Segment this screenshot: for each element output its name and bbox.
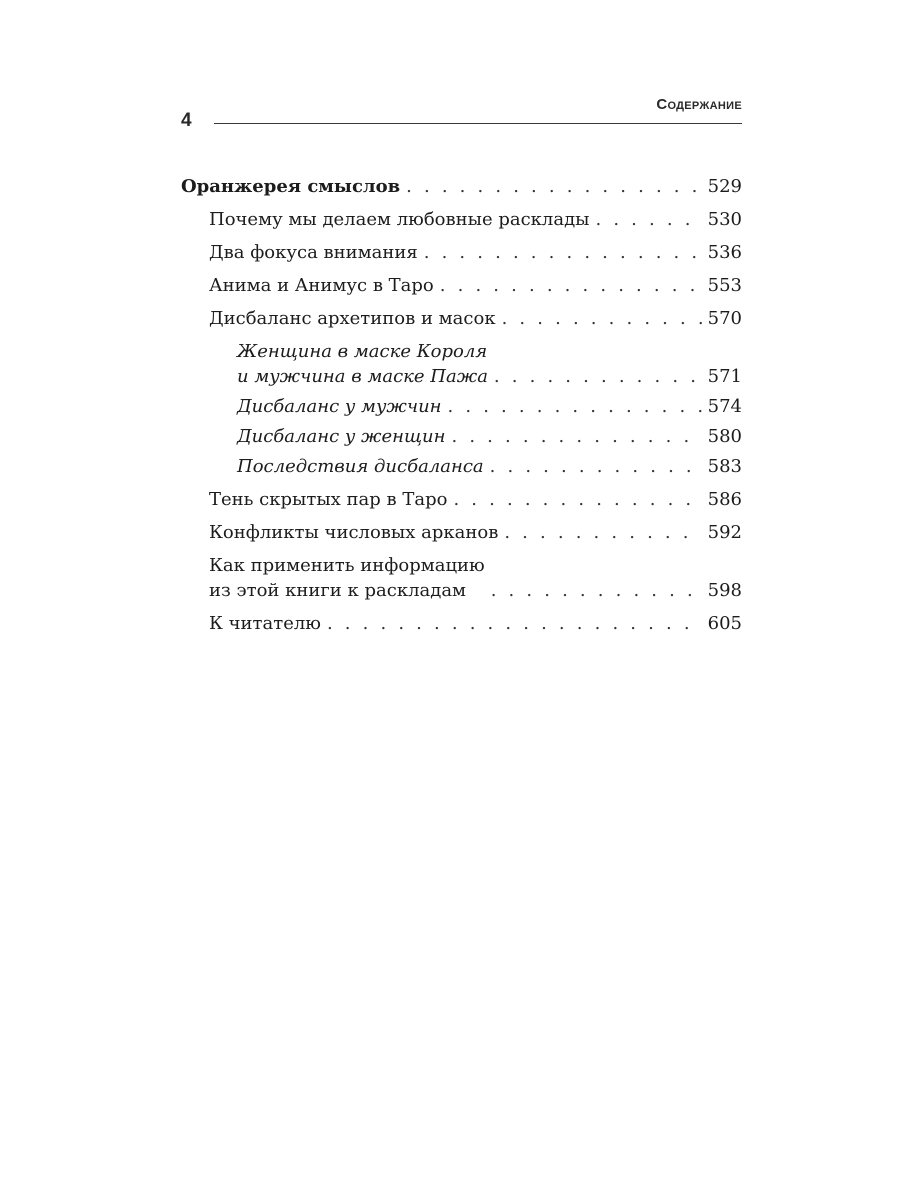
toc-entry-page: 574 — [707, 396, 742, 417]
toc-entry-title-line: Как применить информацию — [209, 555, 485, 576]
toc-entry[interactable] — [181, 339, 742, 389]
running-head: Содержание — [656, 96, 742, 113]
header-rule — [214, 123, 742, 124]
toc-entry[interactable] — [181, 273, 742, 298]
toc-entry[interactable] — [181, 306, 742, 331]
toc-entry-title: Оранжерея смыслов — [181, 176, 401, 197]
dot-leader — [451, 424, 701, 449]
toc-entry-title-line: Женщина в маске Короля — [237, 341, 488, 362]
dot-leader — [453, 487, 701, 512]
toc-entry[interactable] — [181, 424, 742, 449]
toc-entry-title: Анима и Анимус в Таро — [209, 275, 434, 296]
dot-leader — [490, 454, 702, 479]
toc-entry-title: Два фокуса внимания — [209, 242, 418, 263]
toc-entry[interactable] — [181, 207, 742, 232]
toc-entry-title — [237, 339, 488, 389]
toc-entry[interactable] — [181, 611, 742, 636]
toc-entry[interactable] — [181, 487, 742, 512]
toc-entry[interactable] — [181, 240, 742, 265]
toc-entry-page: 583 — [707, 456, 742, 477]
toc-entry-page: 553 — [707, 275, 742, 296]
toc-entry-title: Дисбаланс у мужчин — [237, 396, 442, 417]
dot-leader — [327, 611, 702, 636]
page-number: 4 — [181, 110, 192, 131]
toc-entry[interactable] — [181, 454, 742, 479]
toc-entry-page: 529 — [707, 176, 742, 197]
dot-leader — [491, 578, 702, 603]
toc-entry-page: 536 — [707, 242, 742, 263]
dot-leader — [440, 273, 702, 298]
dot-leader — [448, 394, 702, 419]
toc-entry-page: 570 — [707, 308, 742, 329]
toc-entry-page: 586 — [707, 489, 742, 510]
dot-leader — [596, 207, 702, 232]
toc-entry-page: 598 — [707, 580, 742, 601]
toc-entry-title: Тень скрытых пар в Таро — [209, 489, 448, 510]
toc-entry-title — [209, 553, 485, 603]
toc-entry[interactable] — [181, 174, 742, 199]
toc-entry[interactable] — [181, 553, 742, 603]
dot-leader — [502, 306, 702, 331]
toc-entry-page: 605 — [707, 613, 742, 634]
dot-leader — [494, 364, 702, 389]
toc-entry-page: 592 — [707, 522, 742, 543]
toc-entry-title: К читателю — [209, 613, 321, 634]
toc-entry-title: Последствия дисбаланса — [237, 456, 484, 477]
toc-entry-title-line: и мужчина в маске Пажа — [237, 366, 488, 387]
dot-leader — [406, 174, 702, 199]
dot-leader — [504, 520, 701, 545]
toc-entry[interactable] — [181, 520, 742, 545]
table-of-contents — [181, 174, 742, 644]
toc-entry-title: Дисбаланс у женщин — [237, 426, 446, 447]
toc-entry[interactable] — [181, 394, 742, 419]
toc-entry-title-line: из этой книги к раскладам — [209, 580, 467, 601]
toc-entry-title: Почему мы делаем любовные расклады — [209, 209, 590, 230]
toc-entry-page: 580 — [707, 426, 742, 447]
toc-entry-title: Конфликты числовых арканов — [209, 522, 499, 543]
dot-leader — [424, 240, 702, 265]
toc-entry-page: 571 — [707, 366, 742, 387]
toc-entry-page: 530 — [707, 209, 742, 230]
toc-entry-title: Дисбаланс архетипов и масок — [209, 308, 496, 329]
